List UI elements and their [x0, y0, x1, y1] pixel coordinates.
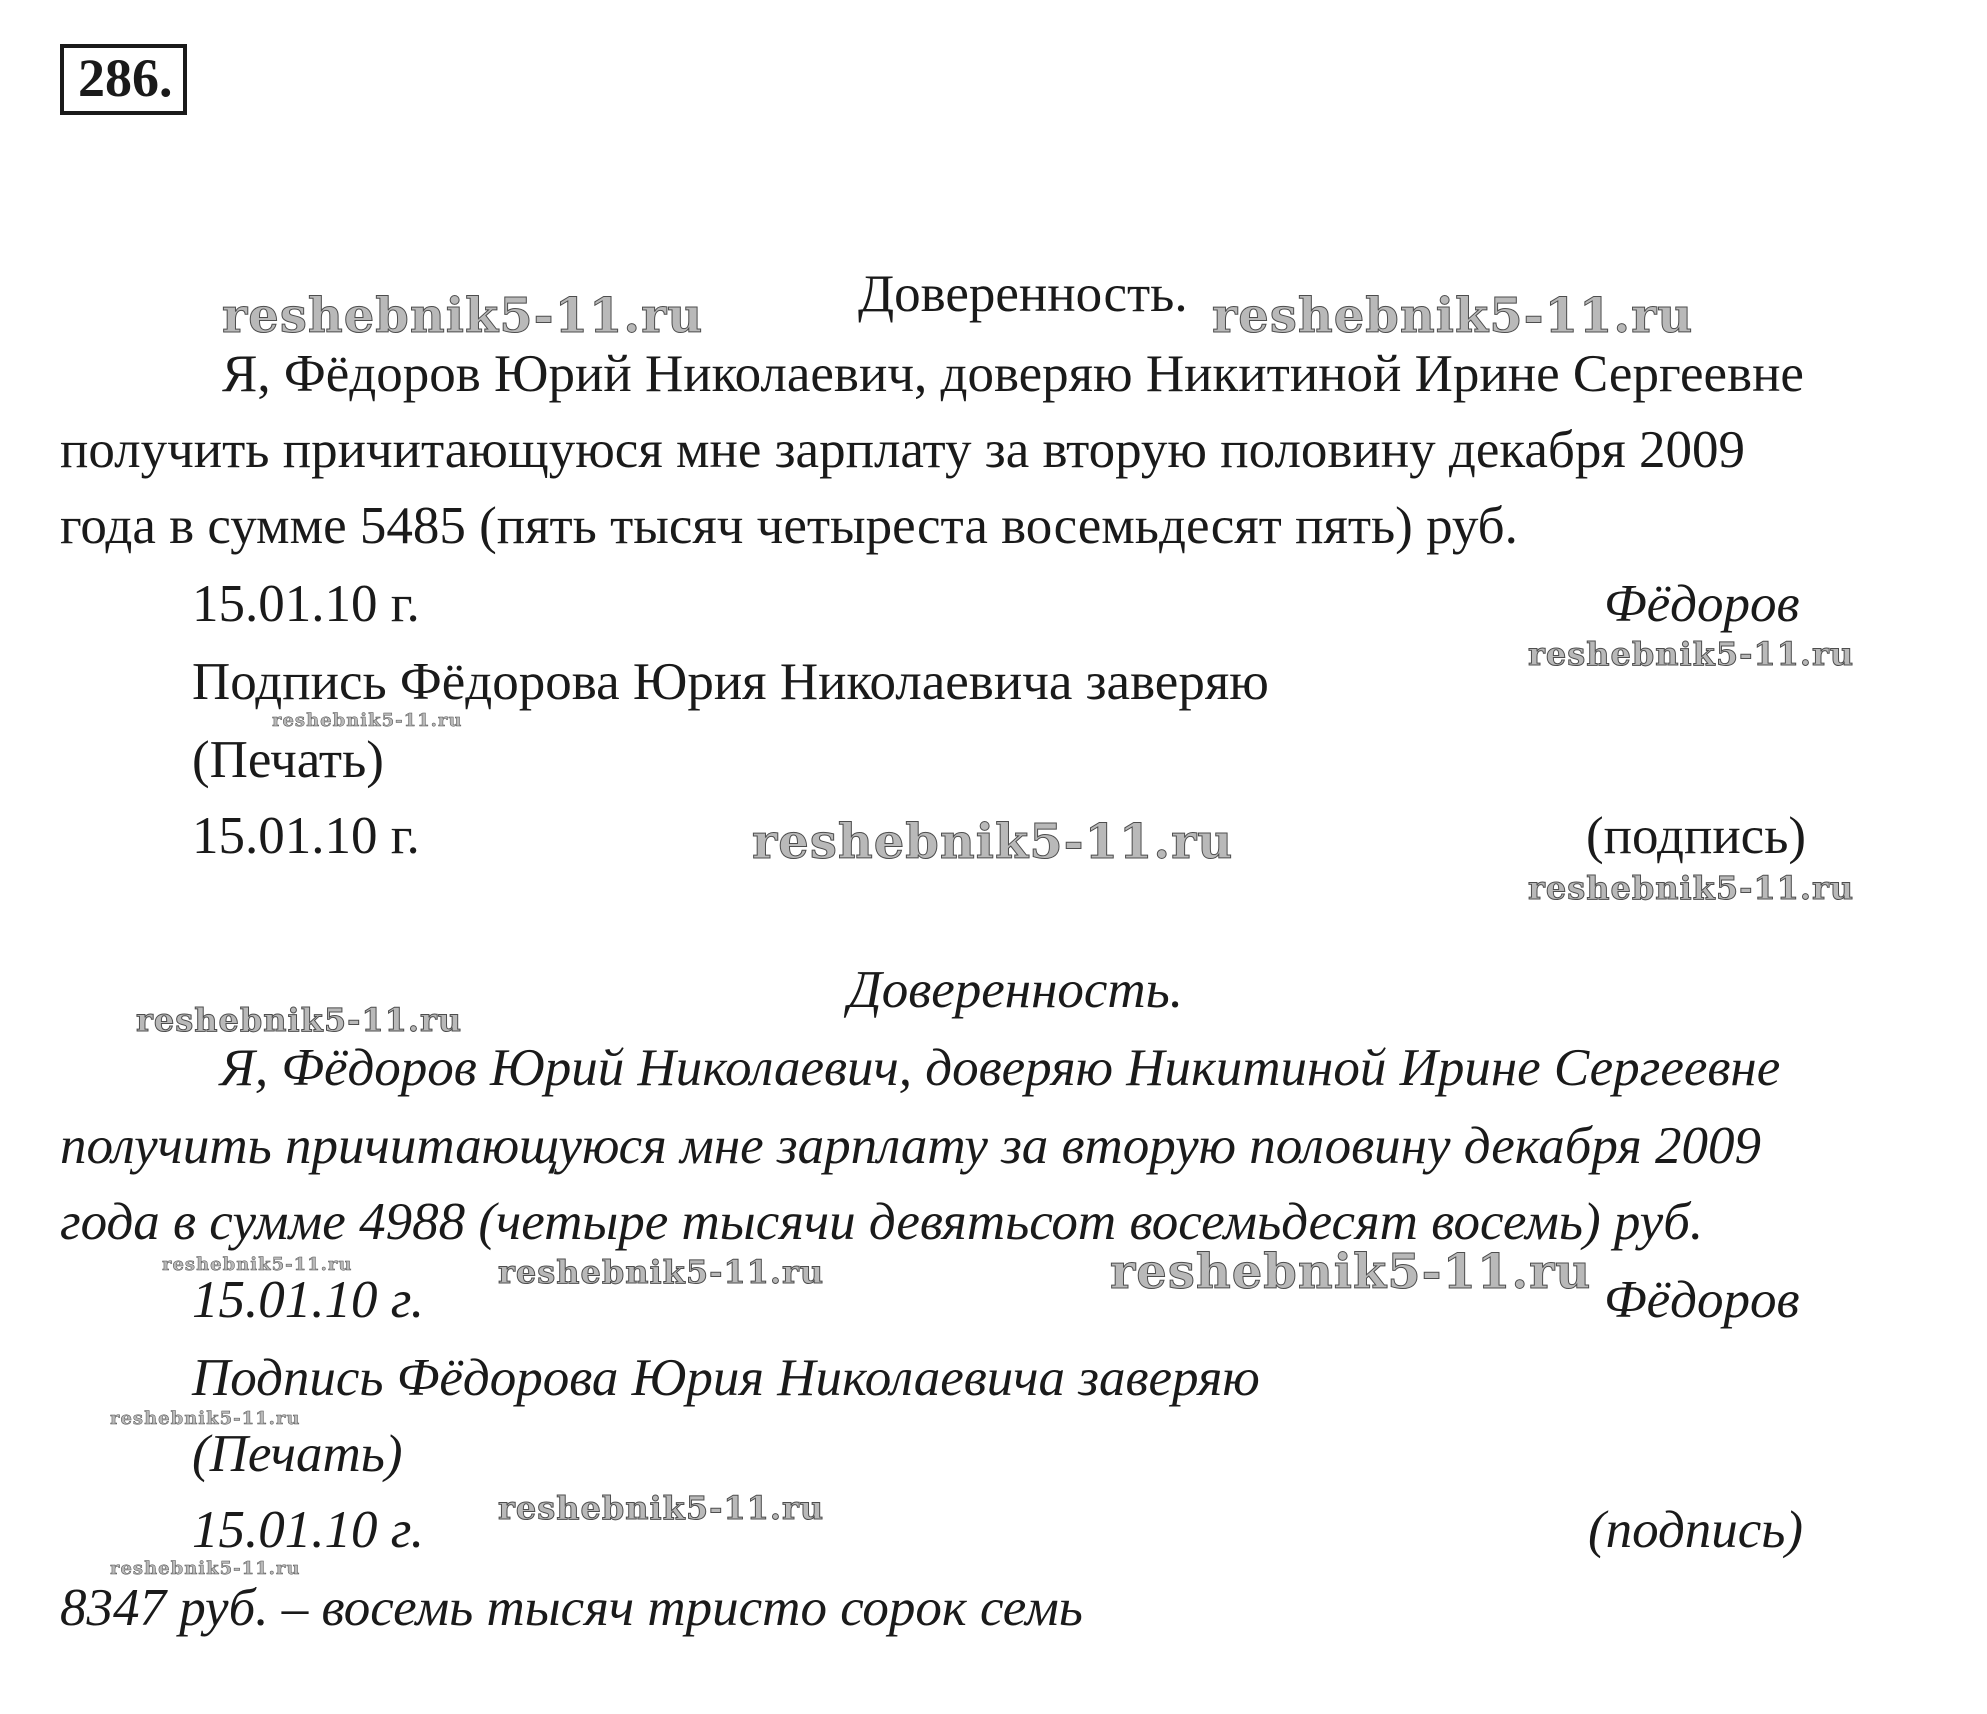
doc1-signer: Фёдоров — [1604, 575, 1800, 633]
doc1-signature: (подпись) — [1586, 807, 1807, 865]
doc2-signer: Фёдоров — [1604, 1271, 1800, 1329]
doc2-line2: получить причитающуюся мне зарплату за вторую половину декабря 2009 — [60, 1117, 1762, 1175]
doc1-line2: получить причитающуюся мне зарплату за вторую половину декабря 2009 — [60, 421, 1745, 479]
watermark: reshebnik5-11.ru — [1110, 1244, 1592, 1300]
doc1-line3: года в сумме 5485 (пять тысяч четыреста восемьдесят пять) руб. — [60, 497, 1518, 555]
watermark: reshebnik5-11.ru — [498, 1489, 825, 1527]
watermark: reshebnik5-11.ru — [752, 814, 1234, 870]
doc2-title: Доверенность. — [848, 961, 1184, 1019]
watermark: reshebnik5-11.ru — [162, 1254, 353, 1275]
doc2-signature: (подпись) — [1588, 1501, 1804, 1559]
doc2-date1: 15.01.10 г. — [192, 1271, 424, 1329]
doc2-line3: года в сумме 4988 (четыре тысячи девятьсот восемьдесят восемь) руб. — [60, 1193, 1704, 1251]
doc2-seal: (Печать) — [192, 1425, 403, 1483]
watermark: reshebnik5-11.ru — [498, 1253, 825, 1291]
doc1-line1: Я, Фёдоров Юрий Николаевич, доверяю Никитиной Ирине Сергеевне — [222, 345, 1804, 403]
doc1-date1: 15.01.10 г. — [192, 575, 420, 633]
watermark: reshebnik5-11.ru — [1212, 288, 1694, 344]
watermark: reshebnik5-11.ru — [1528, 869, 1855, 907]
watermark: reshebnik5-11.ru — [272, 710, 463, 731]
watermark: reshebnik5-11.ru — [1528, 635, 1855, 673]
watermark: reshebnik5-11.ru — [222, 288, 704, 344]
doc2-certify: Подпись Фёдорова Юрия Николаевича заверяю — [192, 1349, 1260, 1407]
doc1-certify: Подпись Фёдорова Юрия Николаевича заверяю — [192, 653, 1269, 711]
watermark: reshebnik5-11.ru — [110, 1408, 301, 1429]
doc1-seal: (Печать) — [192, 731, 384, 789]
watermark: reshebnik5-11.ru — [136, 1001, 463, 1039]
watermark: reshebnik5-11.ru — [110, 1558, 301, 1579]
task-number: 286. — [60, 44, 187, 115]
doc1-date2: 15.01.10 г. — [192, 807, 420, 865]
doc1-title: Доверенность. — [858, 265, 1188, 323]
doc2-line1: Я, Фёдоров Юрий Николаевич, доверяю Никитиной Ирине Сергеевне — [220, 1039, 1781, 1097]
doc2-date2: 15.01.10 г. — [192, 1501, 424, 1559]
footer-line: 8347 руб. – восемь тысяч тристо сорок семь — [60, 1579, 1083, 1637]
